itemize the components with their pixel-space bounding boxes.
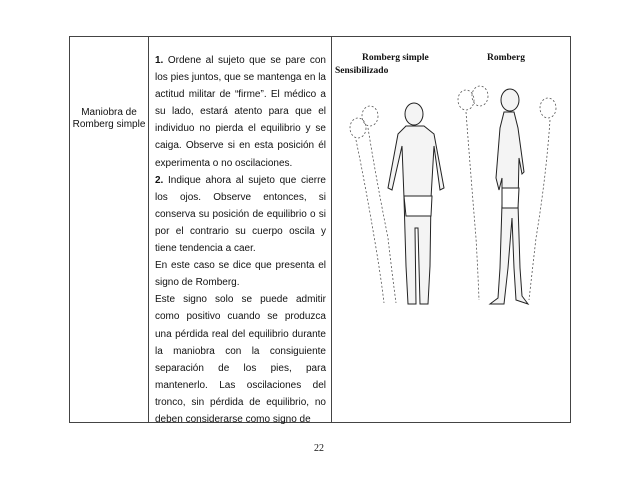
romberg-figures-illustration — [336, 78, 566, 310]
paragraph-4 — [155, 291, 326, 428]
paragraph-3 — [155, 257, 326, 291]
paragraph-number: 1. — [155, 55, 164, 66]
paragraph-1 — [155, 52, 326, 172]
table-right-border — [570, 36, 571, 423]
paragraph-text: Indique ahora al sujeto que cierre los ojos. Observe entonces, si conserva su posición de equilibrio o si por el contrario su cuerpo oscila y tiene tendencia a caer. — [155, 174, 326, 255]
table-column-divider-1 — [148, 36, 149, 423]
table-column-divider-2 — [331, 36, 332, 423]
row-label: Maniobra de Romberg simple — [72, 107, 146, 130]
table-top-border — [69, 36, 571, 37]
caption-romberg: Romberg — [487, 53, 525, 63]
instructions-text — [155, 52, 326, 428]
paragraph-text: Ordene al sujeto que se pare con los pies juntos, que se mantenga en la actitud militar de “firme”. El médico a su lado, estará atento para que el individuo no pierda el equilibrio y se caiga. Observe si en esta posición él experimenta o no oscilaciones. — [155, 55, 326, 169]
paragraph-2 — [155, 172, 326, 257]
caption-romberg-simple: Romberg simple — [362, 53, 429, 63]
table-left-border — [69, 36, 70, 423]
page-number: 22 — [314, 443, 324, 454]
paragraph-text: En este caso se dice que presenta el signo de Romberg. — [155, 260, 326, 289]
caption-sensibilizado: Sensibilizado — [335, 66, 389, 76]
paragraph-text: Este signo solo se puede admitir como positivo cuando se produzca una pérdida real del equilibrio durante la maniobra con la consiguiente separación de los pies, para mantenerlo. Las oscilaciones del tronco, sin pérdida de equilibrio, no deben considerarse como signo de — [155, 294, 326, 425]
paragraph-number: 2. — [155, 174, 164, 186]
